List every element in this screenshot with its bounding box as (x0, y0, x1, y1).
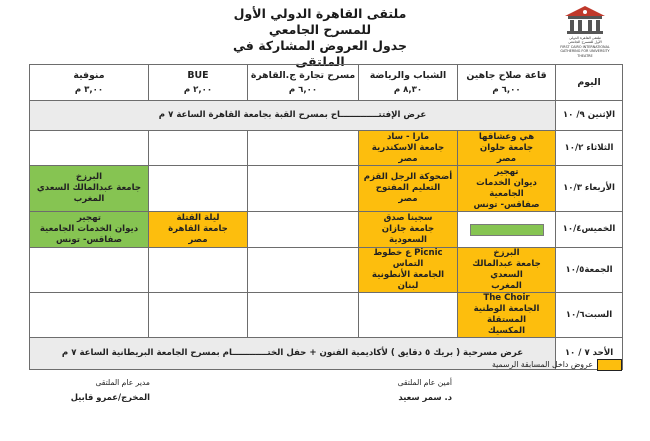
show-country: مصر (398, 194, 418, 204)
logo-text-ar-2: الأول للمسرح الجامعي (568, 40, 602, 45)
show-cell (359, 248, 458, 293)
empty-cell (30, 293, 149, 338)
day-label: الأحد ٧ / ١٠ (556, 338, 623, 370)
show-title: البرزخ (493, 248, 520, 258)
show-cell (359, 166, 458, 212)
show-country: مصر (188, 235, 208, 245)
signature-director (50, 377, 150, 403)
show-title: Picnic ع خطوط التماس (373, 248, 443, 269)
header-venue (149, 65, 248, 101)
show-university: التعليم المفتوح (375, 183, 441, 193)
empty-cell (248, 293, 359, 338)
logo-text-en-3: THEATRE (577, 53, 593, 58)
logo-text-en-1: FIRST CAIRO INTERNATIONAL (560, 44, 610, 49)
signature-name: المخرج/عمرو قابيل (70, 392, 150, 402)
header-day-label: اليوم (577, 76, 601, 88)
header-day (556, 65, 623, 101)
show-university: جامعة عبدالمالك السعدي (472, 259, 541, 280)
header-venue (359, 65, 458, 101)
logo-text-ar-1: ملتقى القاهرة الدولي (569, 36, 601, 40)
show-country: مصر (398, 153, 418, 164)
legend-swatch (597, 359, 622, 371)
signature-role: مدير عام الملتقى (95, 378, 150, 387)
venue-name: BUE (187, 69, 209, 81)
logo-text-en-2: GATHERING FOR UNIVERSITY (560, 49, 610, 54)
empty-cell (149, 248, 248, 293)
show-title: البرزخ (75, 172, 103, 182)
green-marker (470, 224, 544, 236)
show-country: المكسيك (487, 326, 526, 336)
legend (491, 359, 622, 373)
show-cell (30, 166, 149, 212)
page-title-block (220, 6, 420, 70)
show-university: ديوان الخدمات الجامعية (39, 224, 139, 234)
signature-role: أمين عام الملتقى (397, 378, 452, 387)
day-label: الأربعاء ١٠/٣ (556, 166, 623, 212)
show-cell (149, 212, 248, 248)
venue-time: ٦,٠٠ م (288, 84, 318, 95)
empty-cell (248, 166, 359, 212)
empty-cell (149, 131, 248, 166)
empty-cell (149, 293, 248, 338)
show-country: صفاقس- تونس (55, 235, 123, 245)
show-title: هي وعشاقها (478, 131, 535, 142)
show-title: تهجير (77, 213, 101, 223)
empty-cell (30, 248, 149, 293)
table-header-row (30, 65, 623, 101)
theatre-building-icon (563, 4, 607, 36)
show-cell (458, 166, 556, 212)
show-country: المغرب (73, 194, 105, 204)
empty-cell (30, 131, 149, 166)
legend-label: عروض داخل المسابقة الرسمية (491, 360, 593, 369)
show-university: ديوان الخدمات الجامعية (476, 177, 537, 199)
show-country: السعودية (388, 235, 427, 245)
show-title: تهجير (494, 166, 519, 177)
show-cell (359, 131, 458, 166)
show-title: سجينا صدق (383, 213, 433, 223)
page-subtitle: جدول العروض المشاركة في الملتقى (233, 38, 407, 69)
signature-name: د. سمر سعيد (398, 392, 452, 402)
opening-show: عرض الإفتتـــــــــــــاح بمسرح القبة بجامعة القاهرة الساعة ٧ م (30, 101, 556, 131)
schedule-table (29, 64, 623, 370)
venue-name: مسرح تجارة ج.القاهرة (250, 69, 356, 81)
show-university: جامعة جازان (381, 224, 435, 234)
show-country: المغرب (491, 281, 522, 291)
show-university: جامعة حلوان (479, 142, 534, 153)
show-university: جامعة القاهرة (168, 224, 228, 234)
venue-time: ٦,٠٠ م (492, 84, 521, 95)
table-row (30, 212, 623, 248)
day-label: الخميس١٠/٤ (556, 212, 623, 248)
day-label: الجمعة١٠/٥ (556, 248, 623, 293)
show-university: جامعة عبدالمالك السعدي (36, 183, 142, 193)
show-university: الجامعة الأنطونية (371, 270, 445, 280)
show-country: صفاقس- تونس (473, 199, 540, 210)
show-cell (30, 212, 149, 248)
show-cell (458, 248, 556, 293)
header-venue (458, 65, 556, 101)
show-title: أضحوكة الرجل القزم (363, 172, 453, 182)
signature-secretary (352, 377, 452, 403)
empty-cell (359, 293, 458, 338)
show-country: مصر (496, 153, 517, 164)
show-cell (458, 131, 556, 166)
green-marker-cell (458, 212, 556, 248)
header-venue (30, 65, 149, 101)
day-label: الثلاثاء ١٠/٢ (556, 131, 623, 166)
show-university: الجامعة الوطنية المستقلة (473, 304, 540, 325)
show-title: ليلة القتلة (176, 213, 220, 223)
show-university: جامعة الاسكندرية (371, 142, 445, 153)
day-label: السبت١٠/٦ (556, 293, 623, 338)
show-cell (359, 212, 458, 248)
table-row (30, 166, 623, 212)
venue-time: ٢,٠٠ م (183, 84, 213, 95)
show-title: مارا - ساد (386, 131, 430, 142)
empty-cell (149, 166, 248, 212)
show-country: لبنان (397, 281, 419, 291)
venue-name: الشباب والرياضة (369, 69, 447, 81)
empty-cell (248, 212, 359, 248)
empty-cell (248, 248, 359, 293)
festival-logo (553, 4, 617, 62)
closing-show: عرض مسرحية ( بريك ٥ دقايق ) لأكاديمية الفنون + حفل الختــــــــــــام بمسرح الجامعة البريطانية الساعة ٧ م (30, 338, 556, 370)
day-label: الإثنين ٩/ ١٠ (556, 101, 623, 131)
table-row (30, 101, 623, 131)
table-row (30, 131, 623, 166)
empty-cell (248, 131, 359, 166)
page-title: ملتقى القاهرة الدولي الأول للمسرح الجامعي (233, 6, 407, 37)
show-title: The Choir (483, 293, 530, 303)
venue-time: ٣,٠٠ م (74, 84, 104, 95)
venue-name: منوفية (73, 69, 105, 81)
venue-time: ٨,٣٠ م (393, 84, 423, 95)
venue-name: قاعة صلاح جاهين (466, 69, 547, 81)
header-venue (248, 65, 359, 101)
table-row (30, 293, 623, 338)
table-row (30, 248, 623, 293)
show-cell (458, 293, 556, 338)
